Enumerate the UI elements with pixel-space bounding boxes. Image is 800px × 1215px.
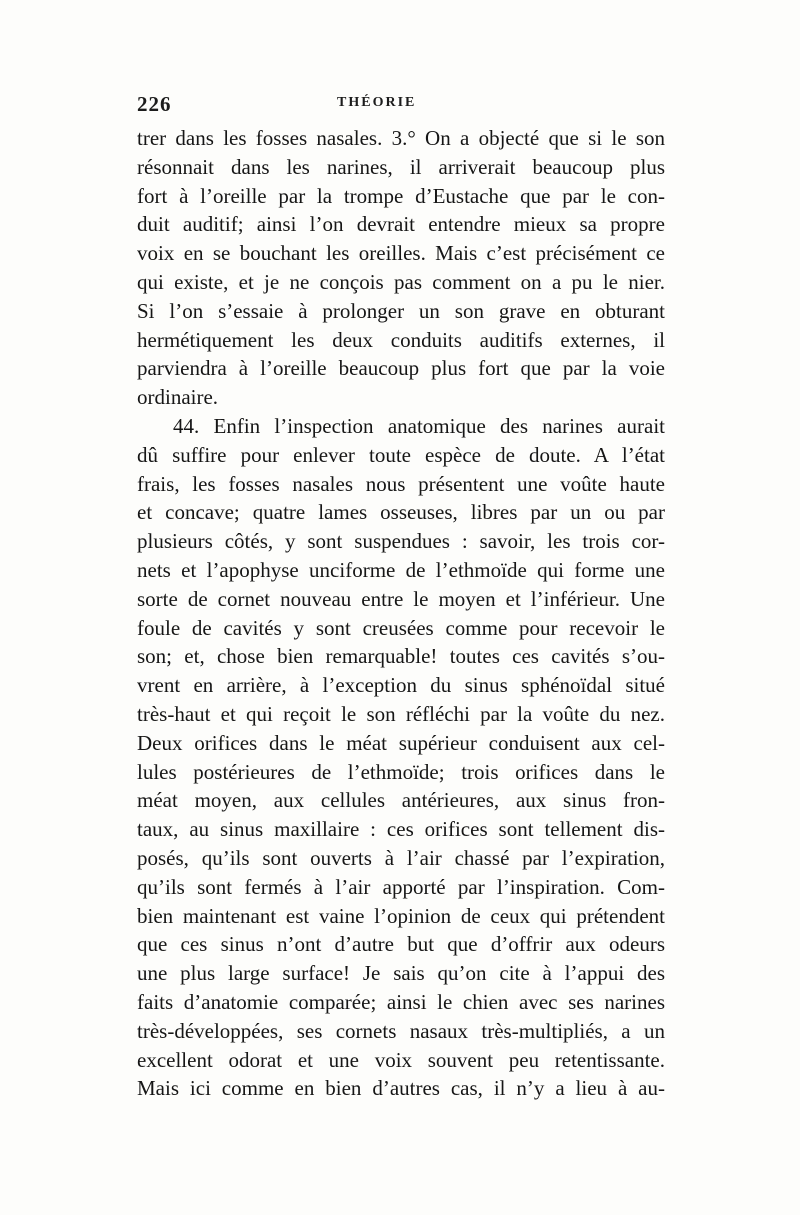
- text-line: bien maintenant est vaine l’opinion de ceux qui prétendent: [137, 903, 665, 928]
- text-line: trer dans les fosses nasales. 3.° On a objecté que si le son: [137, 126, 665, 150]
- text-line: résonnait dans les narines, il arriverait beaucoup plus: [137, 154, 665, 179]
- text-line: sorte de cornet nouveau entre le moyen et l’inférieur. Une: [137, 586, 665, 611]
- text-line: vrent en arrière, à l’exception du sinus sphénoïdal situé: [137, 673, 665, 698]
- text-line: qu’ils sont fermés à l’air apporté par l’inspiration. Com-: [137, 874, 665, 899]
- page-header: [137, 92, 665, 122]
- paragraph-start-line: 44. Enfin l’inspection anatomique des narines aurait: [173, 413, 665, 438]
- text-line: plusieurs côtés, y sont suspendues : savoir, les trois cor-: [137, 529, 665, 554]
- text-line: méat moyen, aux cellules antérieures, aux sinus fron-: [137, 788, 665, 813]
- text-line: lules postérieures de l’ethmoïde; trois orifices dans le: [137, 759, 665, 784]
- text-line: Deux orifices dans le méat supérieur conduisent aux cel-: [137, 730, 665, 755]
- text-line: posés, qu’ils sont ouverts à l’air chassé par l’expiration,: [137, 845, 665, 870]
- body-text: [137, 124, 665, 1103]
- text-line: excellent odorat et une voix souvent peu retentissante.: [137, 1047, 665, 1072]
- text-line: une plus large surface! Je sais qu’on cite à l’appui des: [137, 961, 665, 986]
- text-line: voix en se bouchant les oreilles. Mais c’est précisément ce: [137, 241, 665, 266]
- text-line: dû suffire pour enlever toute espèce de doute. A l’état: [137, 442, 665, 467]
- text-line: ordinaire.: [137, 385, 219, 410]
- text-line: foule de cavités y sont creusées comme pour recevoir le: [137, 615, 665, 640]
- text-line: son; et, chose bien remarquable! toutes ces cavités s’ou-: [137, 644, 665, 669]
- text-line: hermétiquement les deux conduits auditifs externes, il: [137, 327, 665, 352]
- text-line: frais, les fosses nasales nous présentent une voûte haute: [137, 471, 665, 496]
- text-line: Si l’on s’essaie à prolonger un son grave en obturant: [137, 298, 665, 323]
- text-line: et concave; quatre lames osseuses, libres par un ou par: [137, 500, 665, 525]
- text-line: fort à l’oreille par la trompe d’Eustache que par le con-: [137, 183, 665, 208]
- text-line: qui existe, et je ne conçois pas comment on a pu le nier.: [137, 269, 665, 294]
- running-title: THÉORIE: [337, 95, 417, 110]
- text-line: taux, au sinus maxillaire : ces orifices sont tellement dis-: [137, 817, 665, 842]
- text-line: que ces sinus n’ont d’autre but que d’offrir aux odeurs: [137, 932, 665, 957]
- text-line: nets et l’apophyse unciforme de l’ethmoïde qui forme une: [137, 557, 665, 582]
- text-line: faits d’anatomie comparée; ainsi le chien avec ses narines: [137, 989, 665, 1014]
- text-line: très-haut et qui reçoit le son réfléchi par la voûte du nez.: [137, 701, 665, 726]
- text-line: parviendra à l’oreille beaucoup plus fort que par la voie: [137, 356, 665, 381]
- text-line: très-développées, ses cornets nasaux très-multipliés, a un: [137, 1018, 665, 1043]
- text-line: duit auditif; ainsi l’on devrait entendre mieux sa propre: [137, 212, 665, 237]
- text-line: Mais ici comme en bien d’autres cas, il n’y a lieu à au-: [137, 1076, 665, 1101]
- page-number: 226: [137, 92, 172, 116]
